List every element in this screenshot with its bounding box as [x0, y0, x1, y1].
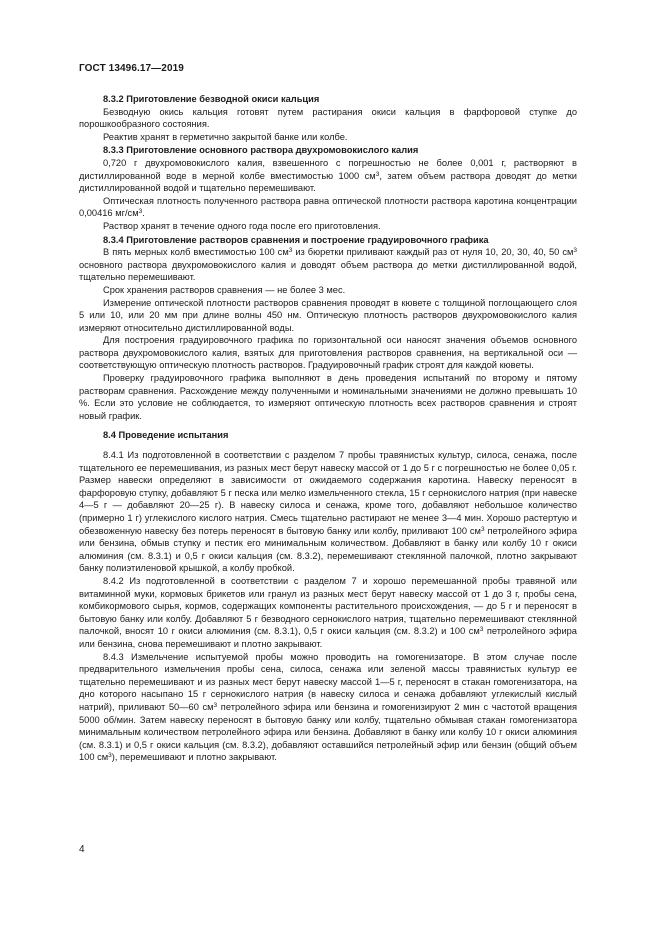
- text-run: 8.3.3 Приготовление основного раствора двухромовокислого калия: [103, 145, 419, 156]
- text-run: Безводную окись кальция готовят путем растирания окиси кальция в фарфоровой ступке до порошкообразного состояния.: [79, 106, 577, 130]
- paragraph: [79, 449, 577, 575]
- section-heading: [79, 429, 577, 442]
- text-run: 8.3.2 Приготовление безводной окиси кальция: [103, 94, 320, 104]
- text-run: , затем объем раствора доводят до метки дистиллированной водой и тщательно перемешивают.: [79, 170, 577, 194]
- text-run: Для построения градуировочного графика по горизонтальной оси наносят значения объемов основного раствора двухромовокислого калия, взятых для приготовления растворов сравнения, на вертикальной оси — соответствующую оптическую плотность растворов. Градуировочный график строят для каждой кюветы.: [79, 335, 577, 371]
- page-number: 4: [79, 844, 85, 855]
- paragraph: [79, 195, 577, 220]
- text-run: петролейного эфира или бензина, обмыв ступку и пестик его минимальным количеством. Добавляют в банку или колбу 10 г окиси алюминия (см. 8.3.1) и 0,5 г окиси кальция (см. 8.3.2), перемешивают стеклянной палочкой, плотно закрывают банку полиэтиленовой крышкой, а колбу пробкой.: [79, 525, 577, 574]
- superscript: 3: [479, 626, 484, 634]
- superscript: 3: [108, 752, 112, 760]
- text-run: 8.4.1 Из подготовленной в соответствии с разделом 7 пробы травянистых культур, силоса, сенажа, после тщательного ее перемешивания, из разных мест берут навеску массой от 1 до 5 г с погрешностью не более 0,05 г. Размер навески определяют в зависимости от ожидаемого содержания каротина. Навеску переносят в фарфоровую ступку, добавляют 5 г песка или мелко измельченного стекла, 15 г сернокислого натрия (при навеске 4—5 г — добавляют 20—25 г). В навеску силоса и сенажа, кроме того, добавляют небольшое количество (примерно 1 г) углекислого кислого натрия. Смесь тщательно растирают не менее 3—4 мин. Хорошо растертую и обезвоженную навеску без потерь переносят в бытовую банку или колбу, приливают 100 см: [79, 450, 577, 536]
- paragraph: [79, 220, 577, 233]
- section-heading: [79, 234, 577, 247]
- paragraph: [79, 297, 577, 335]
- text-run: Раствор хранят в течение одного года после его приготовления.: [103, 220, 381, 231]
- paragraph: [79, 106, 577, 131]
- text-run: Проверку градуировочного графика выполняют в день проведения испытаний по второму и пятому растворам сравнения. Расхождение между полученными и номинальными значениями не должно превышать 10 %. Если это условие не соблюдается, то измеряют оптическую плотность всех растворов сравнения и строят новый график.: [79, 373, 577, 421]
- text-run: основного раствора двухромовокислого калия и доводят объем раствора до метки дистиллированной водой, тщательно перемешивают.: [79, 259, 577, 283]
- text-run: из бюретки приливают каждый раз от нуля 10, 20, 30, 40, 50 см: [292, 247, 574, 258]
- text-run: петролейного эфира или бензина, снова перемешивают и плотно закрывают.: [79, 626, 577, 649]
- paragraph: [79, 131, 577, 144]
- superscript: 3: [375, 170, 380, 178]
- section-heading: [79, 93, 577, 106]
- text-run: .: [142, 208, 145, 219]
- text-run: 8.4 Проведение испытания: [103, 430, 229, 441]
- superscript: 3: [213, 701, 218, 709]
- text-run: Срок хранения растворов сравнения — не более 3 мес.: [103, 284, 346, 295]
- text-run: В пять мерных колб вместимостью 100 см: [103, 247, 289, 258]
- text-run: 0,720 г двухромовокислого калия, взвешенного с погрешностью не более 0,001 г, растворяют в дистиллированной воде в мерной колбе вместимостью 1000 см: [79, 157, 577, 181]
- text-run: ), перемешивают и плотно закрывают.: [111, 752, 277, 763]
- paragraph: [79, 334, 577, 372]
- paragraph: [79, 372, 577, 422]
- paragraph: [79, 651, 577, 764]
- paragraph: [79, 246, 577, 284]
- text-run: 8.4.2 Из подготовленной в соответствии с разделом 7 и хорошо перемешанной пробы травяной или витаминной муки, кормовых брикетов или гранул из разных мест берут навеску массой от 1 до 3 г, пробы сена, комбикормового сырья, кормов, содержащих компоненты растительного происхождения, — до 5 г и переносят в бытовую банку или колбу. Добавляют 5 г безводного сернокислого натрия, тщательно перемешивают стеклянной палочкой, вносят 10 г окиси алюминия (см. 8.3.1), 0,5 г окиси кальция (см. 8.3.2) и 100 см: [79, 575, 577, 637]
- text-run: 8.4.3 Измельчение испытуемой пробы можно проводить на гомогенизаторе. В этом случае после предварительного измельчения пробы сена, силоса, сенажа или зеленой массы травянистых культур ее тщательно перемешивают и из разных мест берут навеску массой 1—5 г, переносят в стакан гомогенизатора, на дно которого насыпано 15 г сернокислого натрия (в навеску силоса и сенажа добавляют углекислый кислый натрий), приливают 50—60 см: [79, 651, 577, 712]
- text-run: 8.3.4 Приготовление растворов сравнения и построение градуировочного графика: [103, 234, 489, 245]
- superscript: 3: [480, 525, 485, 533]
- paragraph: [79, 157, 577, 195]
- standard-header: ГОСТ 13496.17—2019: [79, 63, 184, 74]
- text-run: Оптическая плотность полученного раствора равна оптической плотности раствора каротина концентрации 0,00416 мг/см: [79, 195, 577, 219]
- section-heading: [79, 144, 577, 157]
- text-run: Измерение оптической плотности растворов сравнения проводят в кювете с толщиной поглощающего слоя 5 или 10, или 20 мм при длине волны 450 нм. Оптическую плотность растворов двухромовокислого калия измеряют относительно дистиллированной воды.: [79, 297, 577, 333]
- paragraph: [79, 284, 577, 297]
- text-run: петролейного эфира или бензина и гомогенизируют 2 мин с частотой вращения 5000 об/мин. Затем навеску переносят в бытовую банку или колбу, тщательно обмывая стакан гомогенизатора минимальным количеством петролейного эфира или бензина. Добавляют в банку или колбу 10 г окиси алюминия (см. 8.3.1) и 0,5 г окиси кальция (см. 8.3.2), добавляют оставшийся петролейный эфир или бензин (общий объем 100 см: [79, 701, 577, 763]
- superscript: 3: [138, 208, 143, 216]
- superscript: 3: [288, 247, 293, 255]
- paragraph: [79, 575, 577, 651]
- superscript: 3: [573, 247, 577, 255]
- text-run: Реактив хранят в герметично закрытой банке или колбе.: [103, 131, 348, 142]
- document-body: [79, 92, 577, 764]
